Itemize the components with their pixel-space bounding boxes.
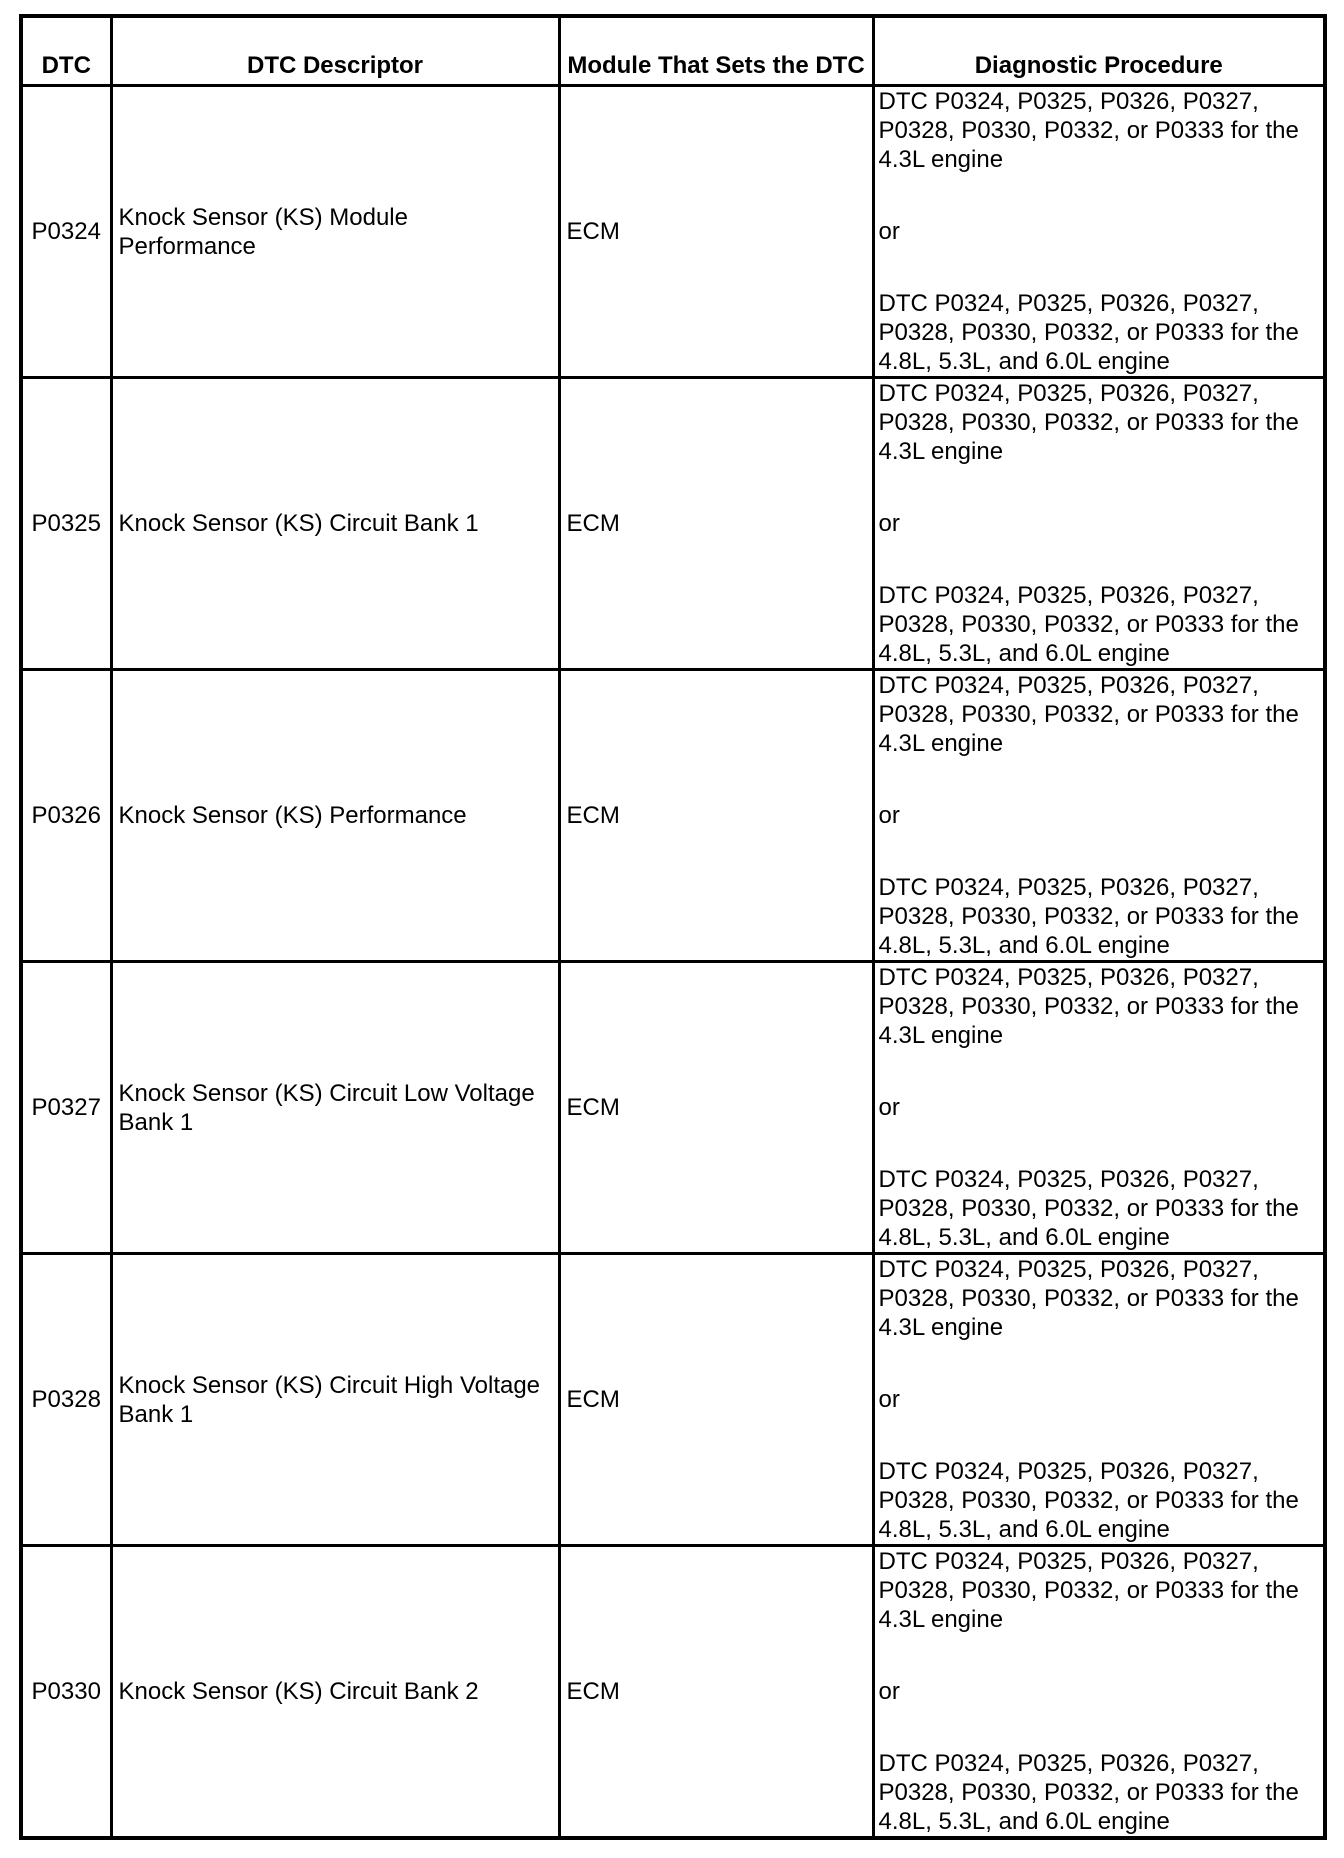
procedure-link-4-8l-5-3l-6-0l: DTC P0324, P0325, P0326, P0327, P0328, P0330, P0332, or P0333 for the 4.8L, 5.3L, and 6.0L engine (878, 1166, 1299, 1251)
table-row (21, 1254, 1325, 1546)
dtc-code: P0328 (21, 1254, 111, 1546)
dtc-code: P0330 (21, 1546, 111, 1839)
dtc-descriptor: Knock Sensor (KS) Performance (111, 670, 559, 962)
procedure-link-4-3l: DTC P0324, P0325, P0326, P0327, P0328, P0330, P0332, or P0333 for the 4.3L engine (878, 380, 1299, 465)
dtc-module: ECM (559, 86, 873, 378)
dtc-code: P0326 (21, 670, 111, 962)
procedure-link-4-3l: DTC P0324, P0325, P0326, P0327, P0328, P0330, P0332, or P0333 for the 4.3L engine (878, 672, 1299, 757)
dtc-descriptor: Knock Sensor (KS) Circuit Low Voltage Bank 1 (111, 962, 559, 1254)
procedure-or: or (878, 1386, 900, 1413)
dtc-descriptor: Knock Sensor (KS) Circuit Bank 1 (111, 378, 559, 670)
diagnostic-procedure (873, 1254, 1325, 1546)
procedure-or: or (878, 802, 900, 829)
table-row (21, 86, 1325, 378)
table-body (21, 86, 1325, 1839)
header-row (21, 16, 1325, 86)
diagnostic-procedure (873, 86, 1325, 378)
dtc-code: P0325 (21, 378, 111, 670)
dtc-code: P0324 (21, 86, 111, 378)
procedure-link-4-3l: DTC P0324, P0325, P0326, P0327, P0328, P0330, P0332, or P0333 for the 4.3L engine (878, 964, 1299, 1049)
procedure-link-4-8l-5-3l-6-0l: DTC P0324, P0325, P0326, P0327, P0328, P0330, P0332, or P0333 for the 4.8L, 5.3L, and 6.0L engine (878, 290, 1299, 375)
table-row (21, 670, 1325, 962)
header-procedure: Diagnostic Procedure (873, 16, 1325, 86)
diagnostic-procedure (873, 378, 1325, 670)
dtc-descriptor: Knock Sensor (KS) Circuit Bank 2 (111, 1546, 559, 1839)
dtc-descriptor: Knock Sensor (KS) Circuit High Voltage Bank 1 (111, 1254, 559, 1546)
procedure-link-4-3l: DTC P0324, P0325, P0326, P0327, P0328, P0330, P0332, or P0333 for the 4.3L engine (878, 1256, 1299, 1341)
procedure-link-4-8l-5-3l-6-0l: DTC P0324, P0325, P0326, P0327, P0328, P0330, P0332, or P0333 for the 4.8L, 5.3L, and 6.0L engine (878, 1750, 1299, 1835)
dtc-module: ECM (559, 1254, 873, 1546)
diagnostic-procedure (873, 1546, 1325, 1839)
dtc-table (19, 14, 1327, 1840)
dtc-module: ECM (559, 962, 873, 1254)
procedure-or: or (878, 1094, 900, 1121)
procedure-link-4-8l-5-3l-6-0l: DTC P0324, P0325, P0326, P0327, P0328, P0330, P0332, or P0333 for the 4.8L, 5.3L, and 6.0L engine (878, 1458, 1299, 1543)
table-row (21, 962, 1325, 1254)
dtc-module: ECM (559, 670, 873, 962)
diagnostic-procedure (873, 670, 1325, 962)
dtc-descriptor: Knock Sensor (KS) Module Performance (111, 86, 559, 378)
header-descriptor: DTC Descriptor (111, 16, 559, 86)
procedure-or: or (878, 510, 900, 537)
dtc-code: P0327 (21, 962, 111, 1254)
dtc-module: ECM (559, 1546, 873, 1839)
procedure-or: or (878, 218, 900, 245)
table-row (21, 378, 1325, 670)
procedure-link-4-8l-5-3l-6-0l: DTC P0324, P0325, P0326, P0327, P0328, P0330, P0332, or P0333 for the 4.8L, 5.3L, and 6.0L engine (878, 582, 1299, 667)
header-module: Module That Sets the DTC (559, 16, 873, 86)
procedure-link-4-8l-5-3l-6-0l: DTC P0324, P0325, P0326, P0327, P0328, P0330, P0332, or P0333 for the 4.8L, 5.3L, and 6.0L engine (878, 874, 1299, 959)
table-header (21, 16, 1325, 86)
dtc-module: ECM (559, 378, 873, 670)
diagnostic-procedure (873, 962, 1325, 1254)
table-row (21, 1546, 1325, 1839)
procedure-link-4-3l: DTC P0324, P0325, P0326, P0327, P0328, P0330, P0332, or P0333 for the 4.3L engine (878, 1548, 1299, 1633)
procedure-or: or (878, 1678, 900, 1705)
header-dtc: DTC (21, 16, 111, 86)
procedure-link-4-3l: DTC P0324, P0325, P0326, P0327, P0328, P0330, P0332, or P0333 for the 4.3L engine (878, 88, 1299, 173)
